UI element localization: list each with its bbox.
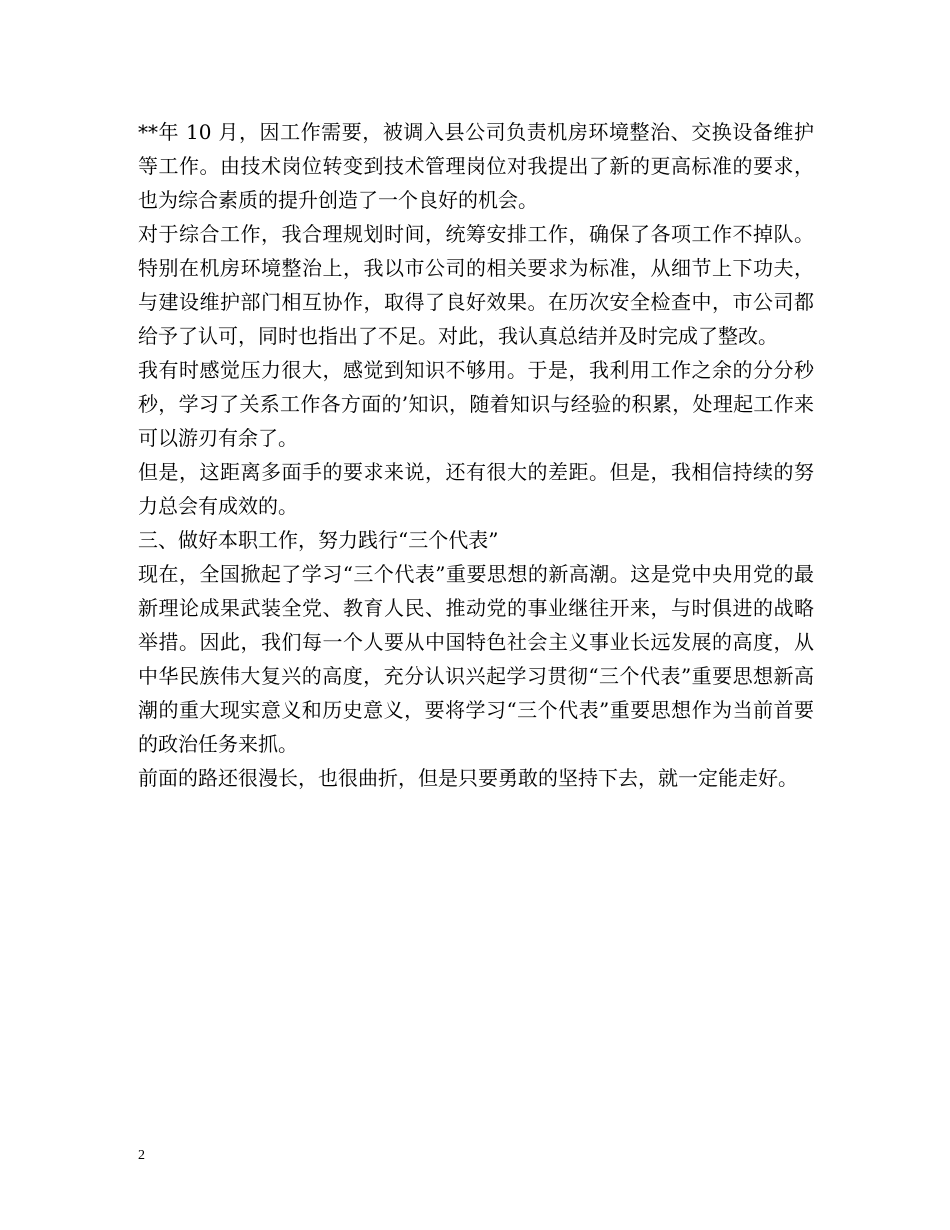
paragraph-comprehensive-work: 对于综合工作，我合理规划时间，统筹安排工作，确保了各项工作不掉队。特别在机房环境整治上，我以市公司的相关要求为标准，从细节上下功夫，与建设维护部门相互协作，取得了良好效果。在历次安全检查中，市公司都给予了认可，同时也指出了不足。对此，我认真总结并及时完成了整改。 (138, 222, 814, 348)
paragraph-transfer: **年 10 月，因工作需要，被调入县公司负责机房环境整治、交换设备维护等工作。由技术岗位转变到技术管理岗位对我提出了新的更高标准的要求，也为综合素质的提升创造了一个良好的机会。 (138, 120, 814, 212)
page-number: 2 (138, 1148, 145, 1163)
document-body (138, 115, 814, 795)
paragraph-gap: 但是，这距离多面手的要求来说，还有很大的差距。但是，我相信持续的努力总会有成效的。 (138, 460, 814, 518)
paragraph-closing: 前面的路还很漫长，也很曲折，但是只要勇敢的坚持下去，就一定能走好。 (138, 766, 798, 790)
paragraph-study: 我有时感觉压力很大，感觉到知识不够用。于是，我利用工作之余的分分秒秒，学习了关系工作各方面的’知识，随着知识与经验的积累，处理起工作来可以游刃有余了。 (138, 358, 814, 450)
paragraph-three-represents: 现在，全国掀起了学习“三个代表”重要思想的新高潮。这是党中央用党的最新理论成果武装全党、教育人民、推动党的事业继往开来，与时俱进的战略举措。因此，我们每一个人要从中国特色社会主义事业长远发展的高度，从中华民族伟大复兴的高度，充分认识兴起学习贯彻“三个代表”重要思想新高潮的重大现实意义和历史意义，要将学习“三个代表”重要思想作为当前首要的政治任务来抓。 (138, 562, 814, 756)
section-heading-three: 三、做好本职工作，努力践行“三个代表” (138, 528, 499, 552)
